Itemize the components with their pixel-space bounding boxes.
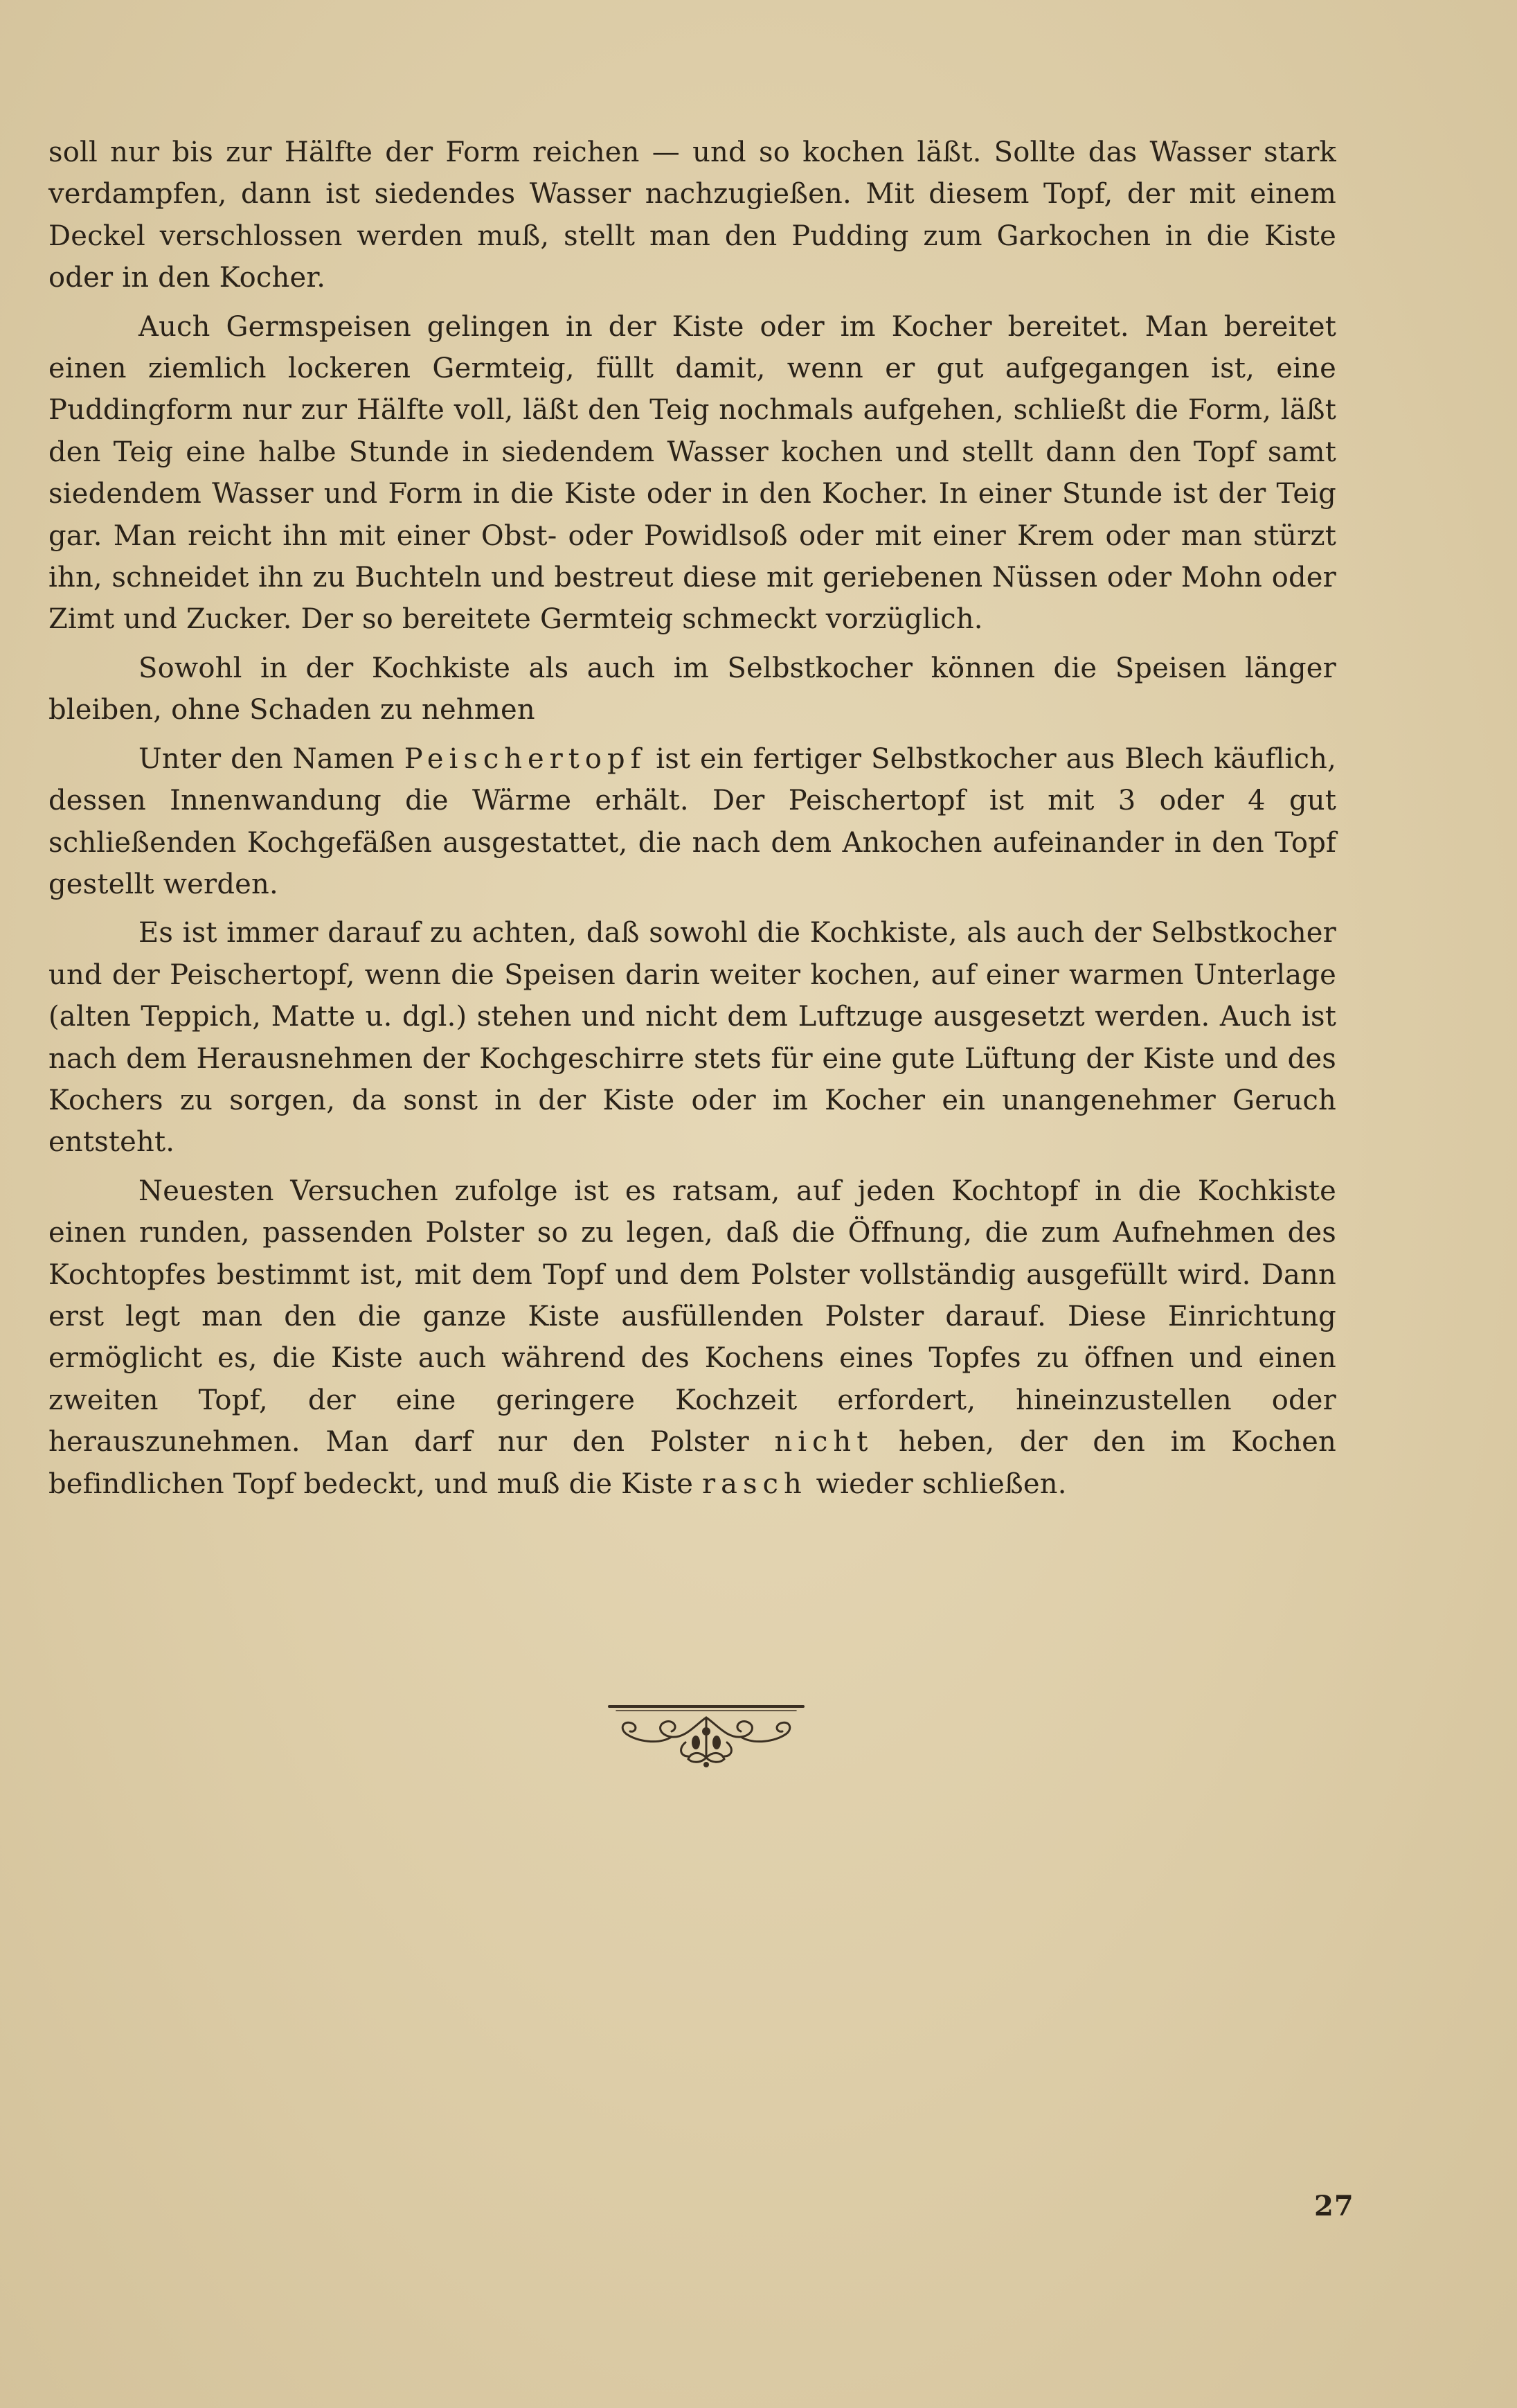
paragraph-speisen-laenger: Sowohl in der Kochkiste als auch im Selbstkocher können die Speisen länger bleiben, ohne Schaden zu nehmen (48, 652, 1336, 726)
rasch-emphasis: rasch (702, 1468, 807, 1500)
floral-vignette-icon (602, 1697, 810, 1773)
paragraph-warme-unterlage: Es ist immer darauf zu achten, daß sowohl die Kochkiste, als auch der Selbstkocher und der Peischertopf, wenn die Speisen darin weiter kochen, auf einer warmen Unterlage (alten Teppich, Matte u. dgl.) stehen und nicht dem Luftzuge ausgesetzt werden. Auch ist nach dem Herausnehmen der Kochgeschirre stets für eine gute Lüftung der Kiste und des Kochers zu sorgen, da sonst in der Kiste oder im Kocher ein unangenehmer Geruch entsteht. (48, 917, 1336, 1159)
peischertopf-emphasis: Peischertopf (404, 742, 647, 775)
paragraph-peischertopf (48, 738, 1336, 906)
paragraph-peischertopf-lead: Unter den Namen (138, 742, 404, 775)
paragraph-pudding-end: soll nur bis zur Hälfte der Form reichen — und so kochen läßt. Sollte das Wasser stark verdampfen, dann ist siedendes Wasser nachzugießen. Mit diesem Topf, der mit einem Deckel verschlossen werden muß, stellt man den Pudding zum Garkochen in die Kiste oder in den Kocher. (48, 136, 1336, 294)
nicht-emphasis: nicht (774, 1426, 874, 1459)
paragraph-peischertopf-rest: ist ein fertiger Selbstkocher aus Blech käuflich, dessen Innenwandung die Wärme erhält. Der Peischertopf ist mit 3 oder 4 gut schließenden Kochgefäßen ausgestattet, die nach dem Ankochen aufeinander in den Topf gestellt werden. (48, 742, 1336, 900)
page-number: 27 (1314, 2190, 1354, 2222)
body-text (48, 132, 1336, 1505)
paragraph-germspeisen: Auch Germspeisen gelingen in der Kiste oder im Kocher bereitet. Man bereitet einen ziemlich lockeren Germteig, füllt damit, wenn er gut aufgegangen ist, eine Puddingform nur zur Hälfte voll, läßt den Teig nochmals aufgehen, schließt die Form, läßt den Teig eine halbe Stunde in siedendem Wasser kochen und stellt dann den Topf samt siedendem Wasser und Form in die Kiste oder in den Kocher. In einer Stunde ist der Teig gar. Man reicht ihn mit einer Obst- oder Powidlsoß oder mit einer Krem oder man stürzt ihn, schneidet ihn zu Buchteln und bestreut diese mit geriebenen Nüssen oder Mohn oder Zimt und Zucker. Der so bereitete Germteig schmeckt vorzüglich. (48, 310, 1336, 636)
paragraph-neueste-versuche-part1: Neuesten Versuchen zufolge ist es ratsam, auf jeden Kochtopf in die Kochkiste einen runden, passenden Polster so zu legen, daß die Öffnung, die zum Aufnehmen des Kochtopfes bestimmt ist, mit dem Topf und dem Polster vollständig ausgefüllt wird. Dann erst legt man den die ganze Kiste ausfüllenden Polster darauf. Diese Einrichtung ermöglicht es, die Kiste auch während des Kochens eines Topfes zu öffnen und einen zweiten Topf, der eine geringere Kochzeit erfordert, hineinzustellen oder herauszunehmen. Man darf nur den Polster (48, 1175, 1336, 1459)
paragraph-neueste-versuche (48, 1170, 1336, 1505)
paragraph-neueste-versuche-part3: wieder schließen. (807, 1468, 1067, 1500)
paragraph-neueste-versuche-part2: heben, der den im Kochen befindlichen Topf bedeckt, und muß die Kiste (48, 1426, 1336, 1500)
